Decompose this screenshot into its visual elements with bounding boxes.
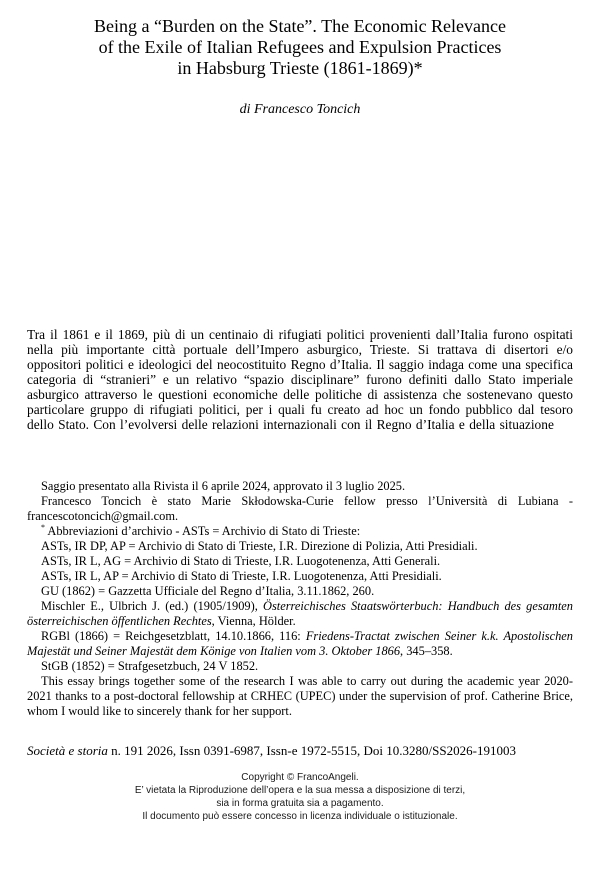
footnote-archive-abbreviations: * Abbreviazioni d’archivio - ASTs = Archivio di Stato di Trieste:: [41, 522, 361, 538]
footnote-asts-ir-l-ag: ASTs, IR L, AG = Archivio di Stato di Trieste, I.R. Luogotenenza, Atti Generali.: [41, 554, 441, 568]
copyright-line-publisher: Copyright © FrancoAngeli.: [241, 772, 359, 783]
footnote-asterisk-marker: *: [41, 522, 45, 532]
author-line: di Francesco Toncich: [239, 102, 361, 117]
abstract-paragraph: Tra il 1861 e il 1869, più di un centinaio di rifugiati politici provenienti dall’Italia furono ospitati nella più importante città portuale dell’Impero asburgico, Trieste. Si trattava di disertori e/o oppositori politici e ideologici del neocostituito Regno d’Italia. Il saggio indaga come una specifica categoria di “stranieri” e un relativo “spazio disciplinare” furono definiti dallo Stato imperiale asburgico attraverso le questioni economiche delle politiche di assistenza che sostenevano questo particolare gruppo di rifugiati politici, per i quali fu creato ad hoc un fondo pubblico dal tesoro dello Stato. Con l’evolversi delle relazioni internazionali con il Regno d’Italia e della situazione: [27, 327, 573, 432]
footnotes-block: [27, 479, 573, 719]
journal-info-line: [27, 743, 573, 758]
book-title-italic: Österreichisches Staatswörterbuch: Handbuch des gesamten österreichischen öffentlichen Rechtes: [27, 599, 573, 628]
footnote-submission-dates: Saggio presentato alla Rivista il 6 aprile 2024, approvato il 3 luglio 2025.: [41, 479, 406, 493]
journal-issue-issn-doi: n. 191 2026, Issn 0391-6987, Issn-e 1972-5515, Doi 10.3280/SS2026-191003: [107, 743, 516, 758]
footnote-author-bio: Francesco Toncich è stato Marie Skłodowska-Curie fellow presso l’Università di Lubiana - francescotoncich@gmail.com.: [27, 494, 573, 523]
article-title-line-3: in Habsburg Trieste (1861-1869)*: [177, 58, 423, 78]
copyright-line-prohibition: E’ vietata la Riproduzione dell’opera e la sua messa a disposizione di terzi,: [134, 785, 466, 796]
footnote-gu-1862: GU (1862) = Gazzetta Ufficiale del Regno d’Italia, 3.11.1862, 260.: [41, 584, 375, 598]
article-title-line-1: Being a “Burden on the State”. The Economic Relevance: [93, 16, 507, 36]
treaty-title-italic: Friedens-Tractat zwischen Seiner k.k. Apostolischen Majestät und Seiner Majestät dem Könige von Italien vom 3. Oktober 1866: [27, 629, 573, 658]
footnote-mischler-reference: Mischler E., Ulbrich J. (ed.) (1905/1909), Österreichisches Staatswörterbuch: Handbuch des gesamten österreichischen öffentlichen Rechtes, Vienna, Hölder.: [27, 599, 573, 628]
copyright-line-license: Il documento può essere concesso in licenza individuale o istituzionale.: [142, 811, 458, 822]
footnote-asts-ir-l-ap: ASTs, IR L, AP = Archivio di Stato di Trieste, I.R. Luogotenenza, Atti Presidiali.: [41, 569, 442, 583]
footnote-stgb-1852: StGB (1852) = Strafgesetzbuch, 24 V 1852.: [41, 659, 259, 673]
footnote-rgbl-reference: RGBl (1866) = Reichgesetzblatt, 14.10.1866, 116: Friedens-Tractat zwischen Seiner k.k. Apostolischen Majestät und Seiner Majestät dem Könige von Italien vom 3. Oktober 1866, 345–358.: [27, 629, 573, 658]
journal-name-italic: Società e storia: [27, 743, 108, 758]
footnote-acknowledgement: This essay brings together some of the research I was able to carry out during the academic year 2020-2021 thanks to a post-doctoral fellowship at CRHEC (UPEC) under the supervision of prof. Catherine Brice, whom I would like to sincerely thank for her support.: [27, 674, 573, 718]
article-title-line-2: of the Exile of Italian Refugees and Expulsion Practices: [98, 37, 502, 57]
article-title: [27, 16, 573, 79]
footnote-asts-ir-dp-ap: ASTs, IR DP, AP = Archivio di Stato di Trieste, I.R. Direzione di Polizia, Atti Presidiali.: [41, 539, 478, 553]
copyright-line-free-or-paid: sia in forma gratuita sia a pagamento.: [216, 798, 384, 809]
copyright-notice: [27, 771, 573, 823]
